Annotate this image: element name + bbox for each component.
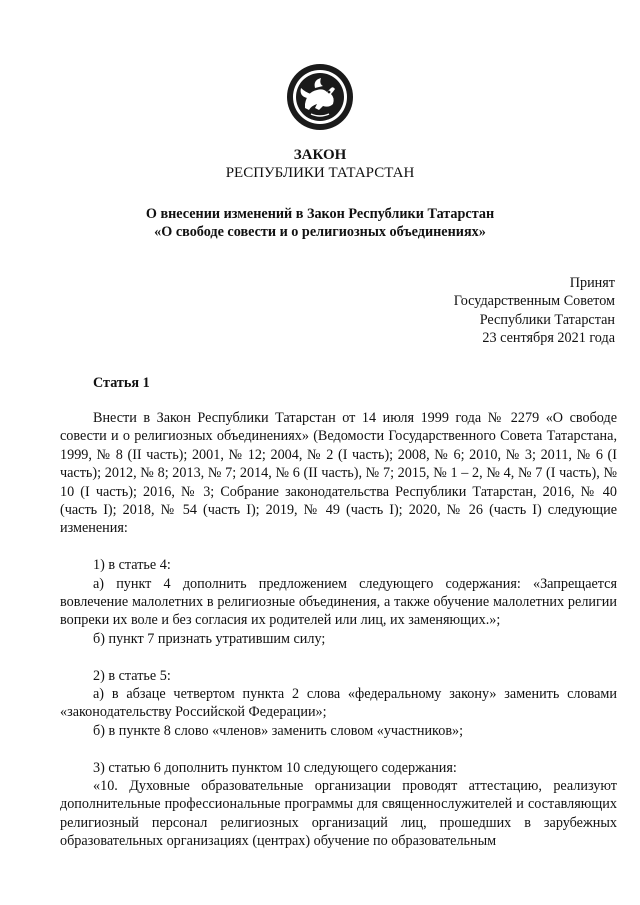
law-title-line2: «О свободе совести и о религиозных объединениях» (154, 224, 486, 240)
item-2a: а) в абзаце четвертом пункта 2 слова «федеральному закону» заменить словами «законодательству Российской Федерации»; (60, 686, 617, 721)
adoption-block (454, 274, 615, 348)
item-1: 1) в статье 4: (93, 557, 171, 574)
item-3-text: «10. Духовные образовательные организации проводят аттестацию, реализуют дополнительные профессиональные программы для священнослужителей и составляющих религиозный персонал религиозных организаций лиц, прошедших в зарубежных образовательных организациях (центрах) обучение по образовательным (60, 778, 617, 850)
item-3: 3) статью 6 дополнить пунктом 10 следующего содержания: (93, 759, 457, 776)
item-1a: а) пункт 4 дополнить предложением следующего содержания: «Запрещается вовлечение малолетних в религиозные объединения, а также обучение малолетних религии вопреки их воле и без согласия их родителей или лиц, их заменяющих.»; (60, 575, 617, 629)
law-title-line1: О внесении изменений в Закон Республики Татарстан (145, 206, 495, 222)
adoption-line3: Республики Татарстан (479, 311, 615, 328)
article-heading: Статья 1 (93, 375, 150, 391)
article-intro: Внести в Закон Республики Татарстан от 14 июля 1999 года № 2279 «О свободе совести и о религиозных объединениях» (Ведомости Государственного Совета Татарстана, 1999, № 8 (II часть); 2001, № 12; 2004, № 2 (I часть); 2008, № 6; 2010, № 3; 2011, № 6 (I часть); 2012, № 8; 2013, № 7; 2014, № 6 (II часть), № 7; 2015, № 1 – 2, № 4, № 7 (I часть), № 10 (I часть); 2016, № 3; Собрание законодательства Республики Татарстан, 2016, № 40 (часть I); 2018, № 54 (часть I); 2019, № 49 (часть I); 2020, № 26 (часть I) следующие изменения: (60, 410, 617, 537)
item-1b: б) пункт 7 признать утратившим силу; (93, 630, 326, 647)
law-word: ЗАКОН (293, 147, 347, 163)
item-2b: б) в пункте 8 слово «членов» заменить словом «участников»; (93, 722, 464, 739)
adoption-line1: Принят (569, 275, 615, 291)
article-body (60, 409, 617, 851)
item-2: 2) в статье 5: (93, 667, 171, 684)
adoption-date: 23 сентября 2021 года (482, 330, 615, 347)
tatarstan-coat-of-arms-icon (285, 62, 355, 132)
adoption-line2: Государственным Советом (453, 293, 615, 310)
republic-name: РЕСПУБЛИКИ ТАТАРСТАН (225, 165, 415, 181)
